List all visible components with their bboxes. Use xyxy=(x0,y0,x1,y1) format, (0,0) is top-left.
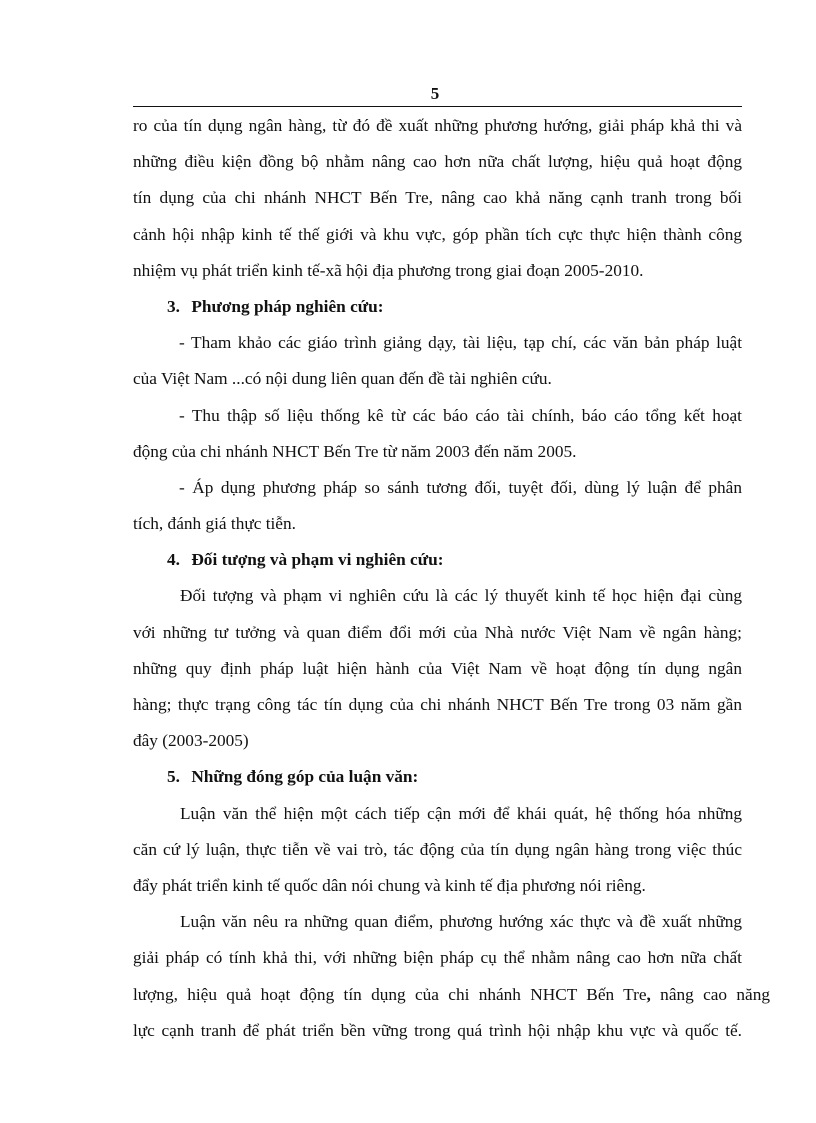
paragraph-line: tích, đánh giá thực tiễn. xyxy=(133,514,296,534)
paragraph-line: Luận văn nêu ra những quan điểm, phương hướng xác thực và đề xuất những xyxy=(180,912,742,932)
paragraph-line: Luận văn thể hiện một cách tiếp cận mới để khái quát, hệ thống hóa những xyxy=(180,803,742,823)
header-rule xyxy=(133,106,742,107)
paragraph-line: động của chi nhánh NHCT Bến Tre từ năm 2003 đến năm 2005. xyxy=(133,441,577,461)
paragraph-line: nhiệm vụ phát triển kinh tế-xã hội địa phương trong giai đoạn 2005-2010. xyxy=(133,260,644,280)
paragraph-line: tín dụng của chi nhánh NHCT Bến Tre, nâng cao khả năng cạnh tranh trong bối xyxy=(133,188,742,208)
paragraph-line: - Tham khảo các giáo trình giảng dạy, tài liệu, tạp chí, các văn bản pháp luật xyxy=(179,333,742,353)
section-heading-scope xyxy=(133,542,742,578)
paragraph-line: - Áp dụng phương pháp so sánh tương đối, tuyệt đối, dùng lý luận để phân xyxy=(179,477,742,497)
paragraph-line: đẩy phát triển kinh tế quốc dân nói chung và kinh tế địa phương nói riêng. xyxy=(133,875,646,895)
section-number: 5. xyxy=(167,767,180,787)
section-number: 4. xyxy=(167,550,180,570)
section-heading-contributions xyxy=(133,759,742,795)
section-title: Phương pháp nghiên cứu: xyxy=(191,296,384,316)
paragraph-line: lực cạnh tranh để phát triển bền vững trong quá trình hội nhập khu vực và quốc tế. xyxy=(133,1020,742,1040)
paragraph-line: những quy định pháp luật hiện hành của Việt Nam về hoạt động tín dụng ngân xyxy=(133,658,742,678)
paragraph-line: đây (2003-2005) xyxy=(133,731,249,751)
section-title: Những đóng góp của luận văn: xyxy=(191,767,419,787)
bold-comma: , xyxy=(646,984,651,1004)
paragraph-line: hàng; thực trạng công tác tín dụng của chi nhánh NHCT Bến Tre trong 03 năm gần xyxy=(133,695,742,714)
paragraph-line: ro của tín dụng ngân hàng, từ đó đề xuất những phương hướng, giải pháp khả thi và xyxy=(133,116,742,135)
page-number: 5 xyxy=(430,84,440,103)
inline-text: lượng, hiệu quả hoạt động tín dụng của chi nhánh NHCT Bến Tre xyxy=(133,984,647,1004)
paragraph-line: những điều kiện đồng bộ nhằm nâng cao hơn nữa chất lượng, hiệu quả hoạt động xyxy=(133,152,742,172)
inline-text: nâng cao năng xyxy=(650,984,770,1004)
paragraph-line xyxy=(133,977,770,1013)
paragraph-line: - Thu thập số liệu thống kê từ các báo cáo tài chính, báo cáo tổng kết hoạt xyxy=(179,405,742,425)
section-number: 3. xyxy=(167,296,180,316)
paragraph-line: cảnh hội nhập kinh tế thế giới và khu vực, góp phần tích cực thực hiện thành công xyxy=(133,224,742,244)
paragraph-line: của Việt Nam ...có nội dung liên quan đến đề tài nghiên cứu. xyxy=(133,369,552,389)
document-body xyxy=(133,108,770,1049)
paragraph-line: Đối tượng và phạm vi nghiên cứu là các lý thuyết kinh tế học hiện đại cùng xyxy=(180,586,742,606)
section-heading-methods xyxy=(133,289,742,325)
paragraph-line: căn cứ lý luận, thực tiễn về vai trò, tác động của tín dụng ngân hàng trong việc thúc xyxy=(133,839,742,859)
paragraph-line: giải pháp có tính khả thi, với những biện pháp cụ thể nhằm nâng cao hơn nữa chất xyxy=(133,948,742,968)
paragraph-line: với những tư tưởng và quan điểm đổi mới của Nhà nước Việt Nam về ngân hàng; xyxy=(133,622,742,642)
section-title: Đối tượng và phạm vi nghiên cứu: xyxy=(191,550,444,570)
